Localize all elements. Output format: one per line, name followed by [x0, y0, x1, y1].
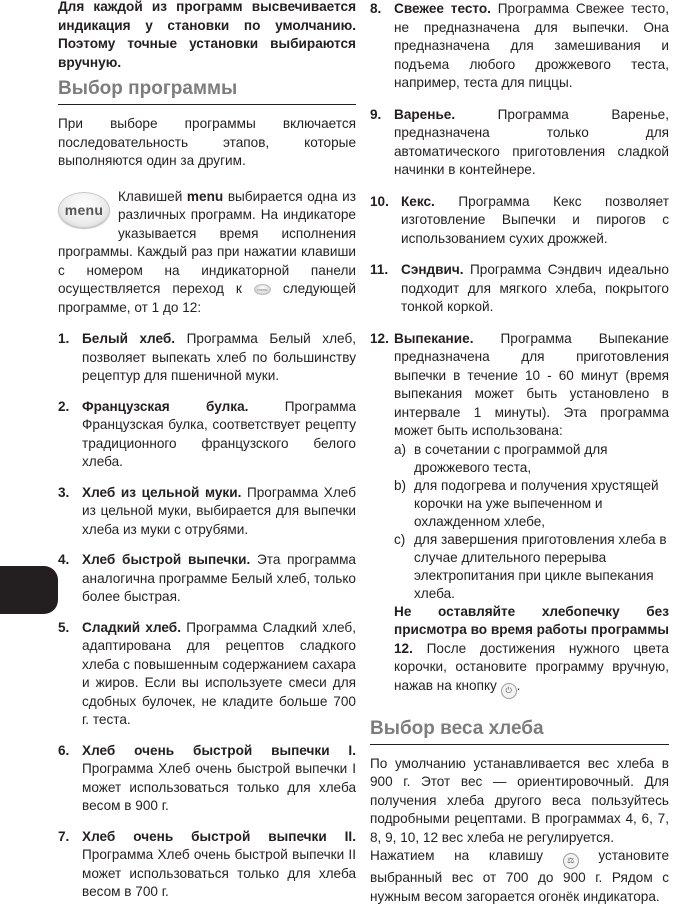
program-number: 7. [58, 828, 70, 844]
program-number: 4. [58, 552, 70, 567]
program-item-10 [370, 193, 669, 249]
program-list-left [58, 330, 356, 902]
start-stop-button-icon: ⏻ [501, 683, 517, 699]
program-description: Французская булка. Программа Французская булка, соответствует рецепту традиционного французского белого хлеба. [82, 398, 356, 469]
program-item-11 [370, 261, 669, 317]
program-item-6 [58, 742, 356, 816]
program-description: Кекс. Программа Кекс позволяет изготовление Выпечки и пирогов с использованием сухих дрожжей. [401, 193, 669, 246]
intro-bold-text: Для каждой из программ высвечивается индикация у становки по умолчанию. Поэтому точные установки выбираются вручную. [58, 0, 356, 70]
program-item-1 [58, 330, 356, 386]
program-number: 12. [370, 330, 389, 346]
program-title: Хлеб быстрой выпечки. [82, 552, 251, 567]
program-item-7 [58, 828, 356, 902]
program-item-2 [58, 398, 356, 472]
weight-paragraph-2: Нажатием на клавишу ⚖ установите выбранный вес от 700 до 900 г. Рядом с нужным весом загорается огонёк индикатора. [370, 848, 669, 904]
program-description: Хлеб очень быстрой выпечки II. Программа Хлеб очень быстрой выпечки II может использоваться только для хлеба весом в 700 г. [82, 828, 356, 899]
menu-key-name: menu [186, 188, 224, 204]
program-description: Хлеб из цельной муки. Программа Хлеб из цельной муки, выбирается для выпечки хлеба из муки с отрубями. [82, 484, 356, 537]
program-description: Хлеб быстрой выпечки. Эта программа аналогична программе Белый хлеб, только более быстрая. [82, 552, 356, 604]
section-tab-marker [0, 566, 58, 614]
program-12-warning: Не оставляйте хлебопечку без присмотра во время работы программы 12. После достижения нужного цвета корочки, остановите программу вручную, нажав на кнопку ⏻ . [394, 603, 669, 699]
menu-button-icon: menu [58, 192, 110, 228]
program-item-12 [370, 330, 669, 699]
program-selection-paragraph: При выборе программы включается последовательность этапов, которые выполняются один за другим. [58, 116, 356, 168]
right-column [370, 0, 669, 906]
program-number: 8. [370, 1, 382, 16]
program-description: Свежее тесто. Программа Свежее тесто, не предназначена для выпечки. Она предназначена для замешивания и подъема любого дрожжевого теста, например, теста для пиццы. [394, 1, 670, 90]
program-number: 9. [370, 106, 382, 122]
use-item: b) для подогрева и получения хрустящей корочки на уже выпеченном и охлажденном хлебе, [394, 477, 659, 529]
program-description: Хлеб очень быстрой выпечки I. Программа Хлеб очень быстрой выпечки I может использоваться только для хлеба весом в 900 г. [82, 742, 356, 813]
heading-rule [58, 104, 356, 105]
program-description: Сладкий хлеб. Программа Сладкий хлеб, адаптирована для рецептов сладкого хлеба с повышенным содержанием сахара и жиров. Если вы используете смеси для сдобных булочек, не кладите больше 700 г. теста. [82, 619, 356, 727]
program-item-9 [370, 106, 669, 180]
use-item: c) для завершения приготовления хлеба в случае длительного перерыва электропитания при цикле выпекания хлеба. [394, 531, 667, 601]
program-title: Хлеб очень быстрой выпечки I. [82, 742, 356, 758]
menu-mini-icon: menu [254, 284, 271, 295]
weight-button-icon: ⚖ [563, 853, 579, 869]
use-item: a) в сочетании с программой для дрожжевого теста, [394, 441, 608, 475]
weight-selection-heading: Выбор веса хлеба [370, 717, 544, 739]
program-item-4 [58, 551, 356, 607]
program-number: 2. [58, 398, 70, 414]
program-title: Свежее тесто. [394, 1, 491, 16]
program-number: 1. [58, 331, 70, 346]
program-number: 3. [58, 484, 70, 500]
weight-paragraph-1: По умолчанию устанавливается вес хлеба в 900 г. Этот вес — ориентировочный. Для получения хлеба другого веса пользуйтесь подробными рецептами. В программах 4, 6, 7, 8, 9, 10, 12 вес хлеба не регулируется. [370, 755, 669, 845]
program-item-3 [58, 484, 356, 540]
menu-key-description [58, 188, 356, 318]
program-title: Выпекание. [394, 330, 474, 346]
program-list-right [370, 0, 669, 317]
program-title: Хлеб из цельной муки. [82, 484, 242, 500]
program-number: 6. [58, 742, 70, 758]
program-title: Французская булка. [82, 398, 249, 414]
program-description: Варенье. Программа Варенье, предназначена только для автоматического приготовления сладкой начинки в контейнере. [394, 106, 669, 177]
program-number: 11. [370, 262, 389, 277]
program-number: 10. [370, 193, 389, 209]
program-title: Белый хлеб. [82, 331, 176, 346]
program-title: Сладкий хлеб. [82, 619, 181, 635]
program-title: Хлеб очень быстрой выпечки II. [82, 828, 356, 844]
menu-key-paragraph: Клавишей menu выбирается одна из различных программ. На индикаторе указывается время исполнения программы. Каждый раз при нажатии клавиши с номером на индикаторной панели осуществляется переход к menu следующей программе, от 1 до 12: [58, 188, 357, 315]
program-description: Сэндвич. Программа Сэндвич идеально подходит для мягкого хлеба, покрытого тонкой коркой. [401, 262, 669, 314]
left-column [58, 0, 356, 902]
warning-bold: Не оставляйте хлебопечку без присмотра во время работы программы 12. [394, 603, 669, 656]
program-selection-heading: Выбор программы [58, 78, 238, 99]
program-description: Белый хлеб. Программа Белый хлеб, позволяет выпекать хлеб по большинству рецептур для пшеничной муки. [82, 331, 357, 383]
program-title: Сэндвич. [401, 262, 464, 277]
program-12-uses [394, 441, 669, 603]
program-description: Выпекание. Программа Выпекание предназначена для приготовления выпечки в течение 10 - 60 минут (время выпекания может быть установлено в интервале 1 минуты). Эта программа может быть использована: [394, 330, 669, 438]
program-item-8 [370, 0, 669, 93]
program-title: Варенье. [394, 106, 456, 122]
program-number: 5. [58, 619, 70, 635]
program-item-5 [58, 619, 356, 730]
program-title: Кекс. [401, 193, 435, 209]
heading-rule [370, 744, 669, 745]
